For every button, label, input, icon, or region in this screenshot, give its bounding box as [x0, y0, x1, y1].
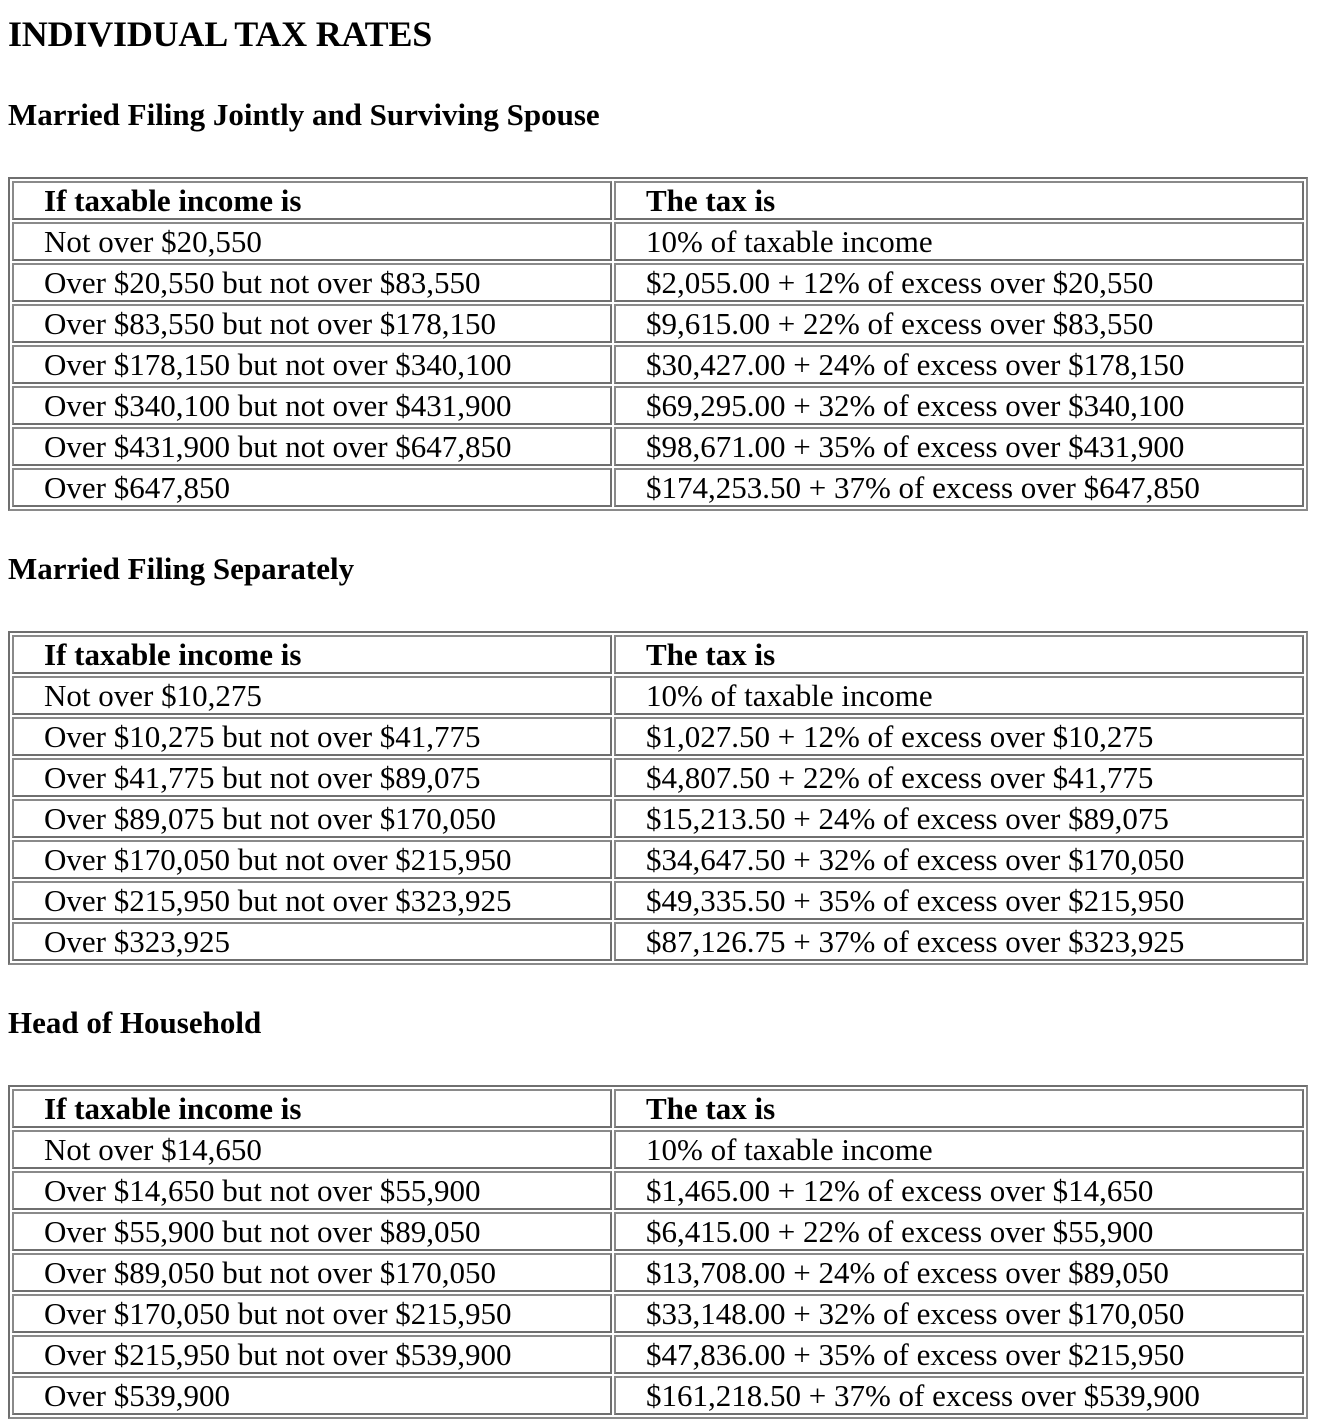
income-cell: Over $10,275 but not over $41,775	[12, 717, 612, 756]
tax-cell: $174,253.50 + 37% of excess over $647,850	[614, 468, 1304, 507]
tax-cell: $6,415.00 + 22% of excess over $55,900	[614, 1212, 1304, 1251]
tax-cell: $49,335.50 + 35% of excess over $215,950	[614, 881, 1304, 920]
tax-table-married-jointly	[8, 177, 1308, 511]
income-cell: Over $20,550 but not over $83,550	[12, 263, 612, 302]
income-cell: Not over $14,650	[12, 1130, 612, 1169]
income-cell: Over $323,925	[12, 922, 612, 961]
tax-cell: $9,615.00 + 22% of excess over $83,550	[614, 304, 1304, 343]
table-row	[12, 222, 1304, 261]
table-row	[12, 304, 1304, 343]
tax-cell: 10% of taxable income	[614, 222, 1304, 261]
section-heading-married-jointly: Married Filing Jointly and Surviving Spouse	[8, 97, 600, 132]
table-row	[12, 1335, 1304, 1374]
table-row	[12, 758, 1304, 797]
column-header-tax: The tax is	[614, 1089, 1304, 1128]
tax-cell: $47,836.00 + 35% of excess over $215,950	[614, 1335, 1304, 1374]
page-title: INDIVIDUAL TAX RATES	[8, 14, 433, 54]
table-row	[12, 922, 1304, 961]
tax-cell: $161,218.50 + 37% of excess over $539,900	[614, 1376, 1304, 1415]
table-row	[12, 1212, 1304, 1251]
income-cell: Over $170,050 but not over $215,950	[12, 840, 612, 879]
income-cell: Over $14,650 but not over $55,900	[12, 1171, 612, 1210]
section-heading-head-of-household: Head of Household	[8, 1005, 262, 1040]
table-row	[12, 840, 1304, 879]
income-cell: Over $55,900 but not over $89,050	[12, 1212, 612, 1251]
column-header-tax: The tax is	[614, 181, 1304, 220]
income-cell: Over $41,775 but not over $89,075	[12, 758, 612, 797]
tax-cell: $69,295.00 + 32% of excess over $340,100	[614, 386, 1304, 425]
table-row	[12, 1253, 1304, 1292]
income-cell: Over $215,950 but not over $323,925	[12, 881, 612, 920]
column-header-income: If taxable income is	[12, 1089, 612, 1128]
income-cell: Over $170,050 but not over $215,950	[12, 1294, 612, 1333]
table-row	[12, 1294, 1304, 1333]
tax-cell: $4,807.50 + 22% of excess over $41,775	[614, 758, 1304, 797]
tax-cell: $1,465.00 + 12% of excess over $14,650	[614, 1171, 1304, 1210]
table-row	[12, 263, 1304, 302]
income-cell: Over $178,150 but not over $340,100	[12, 345, 612, 384]
table-header-row	[12, 635, 1304, 674]
table-row	[12, 1171, 1304, 1210]
section-heading-married-separately: Married Filing Separately	[8, 551, 355, 586]
income-cell: Over $83,550 but not over $178,150	[12, 304, 612, 343]
tax-table-head-of-household	[8, 1085, 1308, 1419]
table-row	[12, 1130, 1304, 1169]
table-row	[12, 386, 1304, 425]
income-cell: Over $647,850	[12, 468, 612, 507]
table-row	[12, 676, 1304, 715]
income-cell: Over $89,075 but not over $170,050	[12, 799, 612, 838]
tax-cell: $13,708.00 + 24% of excess over $89,050	[614, 1253, 1304, 1292]
table-header-row	[12, 1089, 1304, 1128]
tax-cell: 10% of taxable income	[614, 1130, 1304, 1169]
table-row	[12, 881, 1304, 920]
column-header-tax: The tax is	[614, 635, 1304, 674]
income-cell: Over $89,050 but not over $170,050	[12, 1253, 612, 1292]
tax-cell: $1,027.50 + 12% of excess over $10,275	[614, 717, 1304, 756]
tax-cell: $15,213.50 + 24% of excess over $89,075	[614, 799, 1304, 838]
table-row	[12, 1376, 1304, 1415]
tax-cell: $30,427.00 + 24% of excess over $178,150	[614, 345, 1304, 384]
table-row	[12, 345, 1304, 384]
tax-cell: $98,671.00 + 35% of excess over $431,900	[614, 427, 1304, 466]
table-row	[12, 427, 1304, 466]
income-cell: Over $340,100 but not over $431,900	[12, 386, 612, 425]
column-header-income: If taxable income is	[12, 181, 612, 220]
table-row	[12, 799, 1304, 838]
table-row	[12, 717, 1304, 756]
income-cell: Not over $10,275	[12, 676, 612, 715]
tax-table-married-separately	[8, 631, 1308, 965]
income-cell: Over $539,900	[12, 1376, 612, 1415]
table-row	[12, 468, 1304, 507]
tax-cell: $34,647.50 + 32% of excess over $170,050	[614, 840, 1304, 879]
income-cell: Over $215,950 but not over $539,900	[12, 1335, 612, 1374]
tax-cell: $2,055.00 + 12% of excess over $20,550	[614, 263, 1304, 302]
tax-cell: $33,148.00 + 32% of excess over $170,050	[614, 1294, 1304, 1333]
table-header-row	[12, 181, 1304, 220]
income-cell: Over $431,900 but not over $647,850	[12, 427, 612, 466]
tax-cell: 10% of taxable income	[614, 676, 1304, 715]
tax-cell: $87,126.75 + 37% of excess over $323,925	[614, 922, 1304, 961]
income-cell: Not over $20,550	[12, 222, 612, 261]
column-header-income: If taxable income is	[12, 635, 612, 674]
